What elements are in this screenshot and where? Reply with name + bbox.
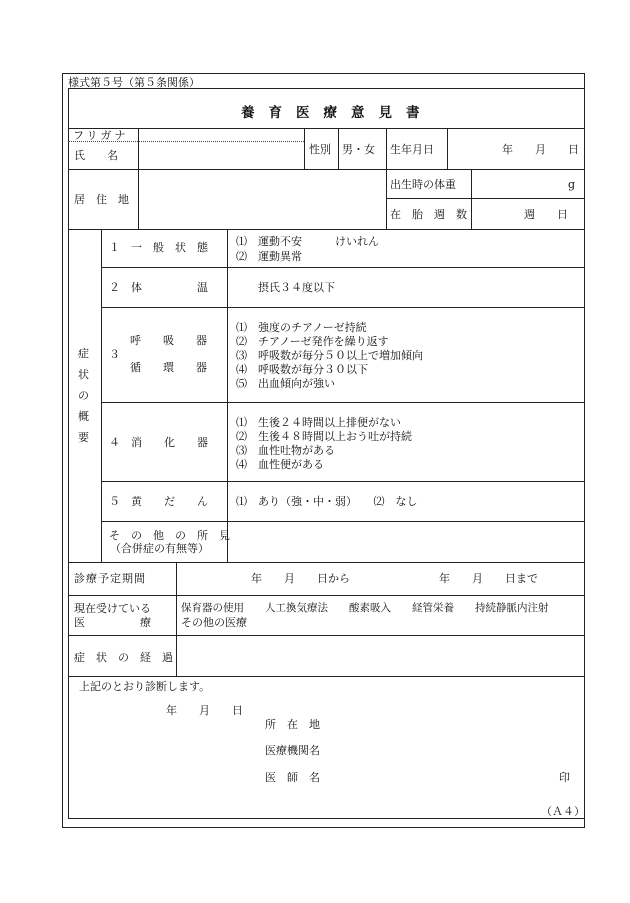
divider [447, 128, 448, 169]
divider [68, 562, 585, 563]
divider [101, 267, 585, 268]
divider [68, 676, 585, 677]
other-findings-sublabel: （合併症の有無等） [110, 542, 209, 555]
symptom-detail[interactable]: ⑵ 運動異常 [236, 250, 302, 263]
symptom-detail[interactable]: ⑷ 血性便がある [236, 458, 324, 471]
symptom-detail[interactable]: ⑴ 生後２４時間以上排便がない [236, 416, 401, 429]
symptom-course-label: 症 状 の 経 過 [74, 651, 173, 664]
treatment-period-from[interactable]: 年 月 日から [251, 572, 350, 585]
treatment-period-to[interactable]: 年 月 日まで [439, 572, 538, 585]
divider [68, 169, 585, 170]
divider [386, 128, 387, 229]
symptom-detail[interactable]: ⑵ チアノーゼ発作を繰り返す [236, 335, 389, 348]
divider [101, 229, 102, 562]
divider [227, 229, 228, 562]
diagnosis-date[interactable]: 年 月 日 [166, 704, 243, 717]
divider [101, 402, 585, 403]
symptoms-section-char: 症 [78, 347, 89, 360]
symptoms-section-char: 状 [78, 368, 89, 381]
symptoms-section-char: 概 [78, 410, 89, 423]
symptom-detail[interactable]: ⑴ あり（強・中・弱） ⑵ なし [236, 495, 418, 508]
current-treatment-label-2: 医 療 [74, 616, 151, 629]
symptom-label-number: ３ [109, 348, 120, 361]
other-findings-label: そ の 他 の 所 見 [109, 529, 230, 542]
paper-size: （Ａ４） [541, 805, 585, 818]
treatment-period-label: 診療予定期間 [74, 572, 146, 585]
birth-date-field[interactable]: 年 月 日 [502, 143, 579, 156]
symptom-label-circulatory: 循 環 器 [130, 361, 207, 374]
current-treatment-options[interactable]: 保育器の使用 人工換気療法 酸素吸入 経管栄養 持続静脈内注射 [181, 602, 549, 614]
symptom-label-general: １ 一 般 状 態 [109, 241, 208, 254]
divider [68, 128, 585, 129]
symptom-detail[interactable]: ⑴ 強度のチアノーゼ持続 [236, 321, 367, 334]
symptom-detail[interactable]: ⑵ 生後４８時間以上おう吐が持続 [236, 430, 412, 443]
diagnosis-statement: 上記のとおり診断します。 [79, 680, 211, 693]
symptom-detail[interactable]: 摂氏３４度以下 [258, 281, 335, 294]
doctor-name-label: 医 師 名 [265, 771, 320, 784]
birth-weight-unit[interactable]: g [568, 178, 576, 191]
divider [68, 595, 585, 596]
gestation-label: 在 胎 週 数 [390, 208, 467, 221]
institution-label: 医療機関名 [265, 744, 320, 757]
symptom-label-respiratory: 呼 吸 器 [130, 334, 207, 347]
furigana-label: フリガナ [73, 129, 129, 142]
divider [101, 481, 585, 482]
sex-options[interactable]: 男・女 [342, 143, 375, 156]
birth-weight-label: 出生時の体重 [390, 178, 456, 191]
name-label: 氏 名 [74, 149, 118, 162]
current-treatment-label: 現在受けている [74, 602, 151, 615]
divider [338, 128, 339, 169]
address-label: 所 在 地 [265, 718, 320, 731]
symptom-detail[interactable]: ⑸ 出血傾向が強い [236, 377, 335, 390]
sex-label: 性別 [309, 143, 331, 156]
symptom-detail[interactable]: ⑴ 運動不安 けいれん [236, 235, 379, 248]
symptoms-section-char: 要 [78, 431, 89, 444]
divider [68, 635, 585, 636]
form-title: 養育医療意見書 [241, 105, 434, 121]
symptoms-section-char: の [78, 389, 89, 402]
gestation-unit[interactable]: 週 日 [524, 208, 568, 221]
divider [101, 521, 585, 522]
divider [176, 562, 177, 676]
symptom-detail[interactable]: ⑶ 血性吐物がある [236, 444, 335, 457]
symptom-detail[interactable]: ⑷ 呼吸数が毎分３０以下 [236, 363, 368, 376]
residence-label: 居 住 地 [74, 193, 129, 206]
symptom-label-temperature: ２ 体 温 [109, 281, 208, 294]
symptom-label-digestive: ４ 消 化 器 [109, 436, 208, 449]
birth-date-label: 生年月日 [390, 143, 434, 156]
divider [471, 169, 472, 229]
symptom-detail[interactable]: ⑶ 呼吸数が毎分５０以上で増加傾向 [236, 349, 423, 362]
symptom-label-jaundice: ５ 黄 だ ん [109, 495, 208, 508]
divider [101, 307, 585, 308]
divider [68, 229, 585, 230]
current-treatment-other[interactable]: その他の医療 [181, 616, 247, 629]
divider [386, 198, 585, 199]
form-number: 様式第５号（第５条関係） [68, 76, 200, 89]
seal-mark[interactable]: 印 [559, 771, 570, 784]
divider [138, 128, 139, 229]
divider [304, 128, 305, 169]
